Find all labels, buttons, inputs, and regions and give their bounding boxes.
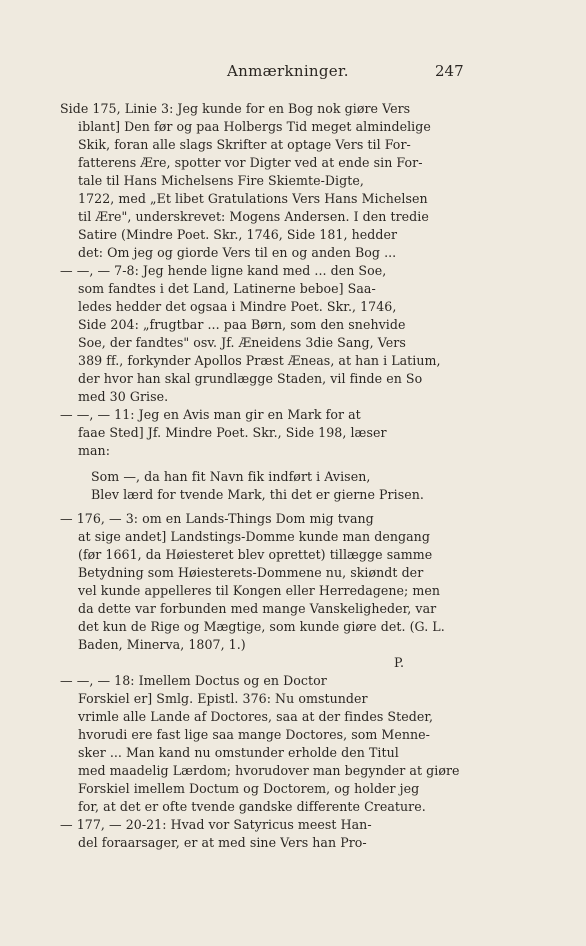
text-line: — —, — 7-8: Jeg hende ligne kand med ... den Soe, [60, 263, 387, 278]
text-line: del foraarsager, er at med sine Vers han Pro- [78, 835, 367, 850]
text-line: vel kunde appelleres til Kongen eller Herredagene; men [78, 583, 441, 598]
text-line: det: Om jeg og giorde Vers til en og anden Bog ... [78, 245, 397, 260]
text-line: med maadelig Lærdom; hvorudover man begynder at giøre [78, 763, 460, 778]
text-line: 389 ff., forkynder Apollos Præst Æneas, at han i Latium, [78, 353, 441, 368]
page-header [60, 62, 464, 82]
text-line: fatterens Ære, spotter vor Digter ved at ende sin For- [78, 155, 423, 170]
text-line: vrimle alle Lande af Doctores, saa at der findes Steder, [78, 709, 434, 724]
text-line: iblant] Den før og paa Holbergs Tid meget almindelige [78, 119, 431, 134]
text-line: Soe, der fandtes" osv. Jf. Æneidens 3die Sang, Vers [78, 335, 406, 350]
text-line: Skik, foran alle slags Skrifter at optage Vers til For- [78, 137, 411, 152]
signature-initial: P. [394, 655, 405, 670]
text-line: at sige andet] Landstings-Domme kunde man dengang [78, 529, 430, 544]
text-line: der hvor han skal grundlægge Staden, vil finde en So [78, 371, 423, 386]
text-line: hvorudi ere fast lige saa mange Doctores, som Menne- [78, 727, 430, 742]
verse-line: Blev lærd for tvende Mark, thi det er gierne Prisen. [91, 487, 424, 502]
text-line: tale til Hans Michelsens Fire Skiemte-Digte, [78, 173, 364, 188]
text-line: man: [78, 443, 111, 458]
text-line: for, at det er ofte tvende gandske differente Creature. [78, 799, 426, 814]
text-line: med 30 Grise. [78, 389, 169, 404]
text-line: Satire (Mindre Poet. Skr., 1746, Side 181, hedder [78, 227, 398, 242]
text-line: Forskiel er] Smlg. Epistl. 376: Nu omstunder [78, 691, 368, 706]
text-line: da dette var forbunden med mange Vanskeligheder, var [78, 601, 437, 616]
running-title: Anmærkninger. [227, 62, 349, 80]
text-line: 1722, med „Et libet Gratulations Vers Hans Michelsen [78, 191, 428, 206]
text-line: Side 175, Linie 3: Jeg kunde for en Bog nok giøre Vers [60, 101, 411, 116]
verse-line: Som —, da han fit Navn fik indført i Avisen, [91, 469, 371, 484]
text-line: Baden, Minerva, 1807, 1.) [78, 637, 246, 652]
text-line: ledes hedder det ogsaa i Mindre Poet. Skr., 1746, [78, 299, 397, 314]
text-line: til Ære", underskrevet: Mogens Andersen. I den tredie [78, 209, 429, 224]
text-line: Betydning som Høiesterets-Dommene nu, skiøndt der [78, 565, 424, 580]
text-line: faae Sted] Jf. Mindre Poet. Skr., Side 198, læser [78, 425, 387, 440]
text-line: som fandtes i det Land, Latinerne beboe] Saa- [78, 281, 376, 296]
text-line: — 176, — 3: om en Lands-Things Dom mig tvang [60, 511, 374, 526]
text-line: det kun de Rige og Mægtige, som kunde giøre det. (G. L. [78, 619, 445, 634]
text-line: — —, — 18: Imellem Doctus og en Doctor [60, 673, 327, 688]
text-line: — —, — 11: Jeg en Avis man gir en Mark for at [60, 407, 361, 422]
text-line: (før 1661, da Høiesteret blev oprettet) tillægge samme [78, 547, 433, 562]
text-line: — 177, — 20-21: Hvad vor Satyricus meest Han- [60, 817, 372, 832]
text-line: sker ... Man kand nu omstunder erholde den Titul [78, 745, 399, 760]
page-number: 247 [435, 62, 464, 80]
text-line: Forskiel imellem Doctum og Doctorem, og holder jeg [78, 781, 420, 796]
text-line: Side 204: „frugtbar ... paa Børn, som den snehvide [78, 317, 406, 332]
